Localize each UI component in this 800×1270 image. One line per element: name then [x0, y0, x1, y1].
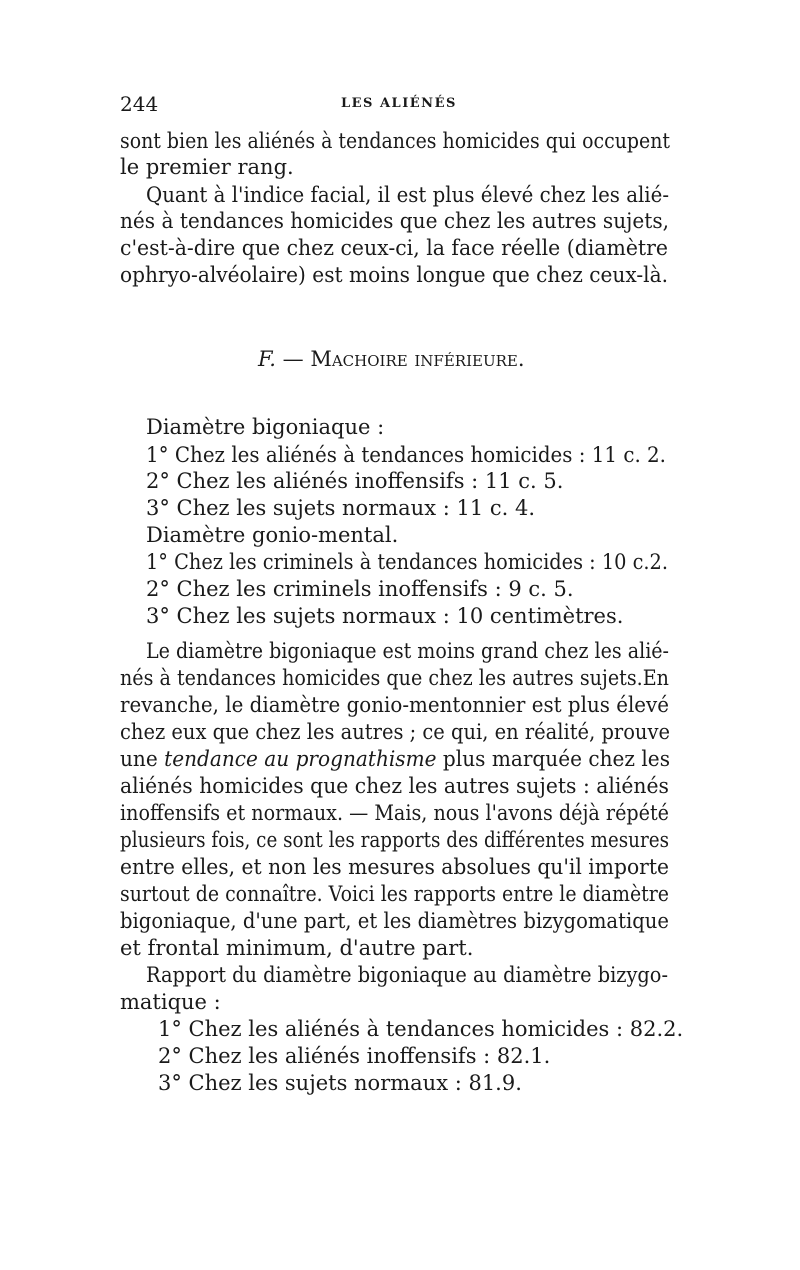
text-line: inoffensifs et normaux. — Mais, nous l'avons déjà répété: [120, 801, 669, 825]
text-line: entre elles, et non les mesures absolues qu'il importe: [120, 855, 669, 879]
list-line: 1° Chez les aliénés à tendances homicides : 11 c. 2.: [146, 443, 666, 467]
italic-phrase: tendance au prognathisme: [164, 747, 437, 771]
text-line: 1° Chez les aliénés à tendances homicides : 82.2.: [158, 1017, 684, 1041]
text-fragment: plus marquée chez les: [436, 747, 670, 771]
text-line: aliénés homicides que chez les autres sujets : aliénés: [120, 774, 669, 798]
text-line: revanche, le diamètre gonio-mentonnier est plus élevé: [120, 693, 669, 717]
text-fragment: une: [120, 747, 165, 771]
list-line: Diamètre bigoniaque :: [146, 415, 385, 439]
text-line: Le diamètre bigoniaque est moins grand chez les alié-: [146, 639, 669, 663]
text-line: plusieurs fois, ce sont les rapports des différentes mesures: [120, 828, 669, 852]
text-line: matique :: [120, 990, 221, 1014]
text-line: nés à tendances homicides que chez les autres sujets,: [120, 209, 669, 233]
text-line: le premier rang.: [120, 155, 294, 179]
list-line: 3° Chez les sujets normaux : 11 c. 4.: [146, 496, 536, 520]
text-line: sont bien les aliénés à tendances homicides qui occupent: [120, 129, 670, 153]
section-letter: F.: [258, 347, 276, 371]
running-title: LES ALIÉNÉS: [341, 96, 457, 111]
list-line: 1° Chez les criminels à tendances homicides : 10 c.2.: [146, 550, 668, 574]
text-line: chez eux que chez les autres ; ce qui, en réalité, prouve: [120, 720, 670, 744]
text-line: [120, 746, 670, 772]
section-title-text: Machoire inférieure.: [310, 347, 525, 371]
section-heading: [258, 347, 525, 371]
list-line: Diamètre gonio-mental.: [146, 523, 399, 547]
list-line: 2° Chez les aliénés inoffensifs : 11 c. 5.: [146, 469, 564, 493]
text-line: bigoniaque, d'une part, et les diamètres bizygomatique: [120, 909, 669, 933]
list-line: 3° Chez les sujets normaux : 10 centimètres.: [146, 604, 624, 628]
text-line: 2° Chez les aliénés inoffensifs : 82.1.: [158, 1044, 551, 1068]
text-line: Quant à l'indice facial, il est plus élevé chez les alié-: [146, 183, 669, 207]
text-line: et frontal minimum, d'autre part.: [120, 936, 474, 960]
text-line: c'est-à-dire que chez ceux-ci, la face réelle (diamètre: [120, 236, 668, 260]
page-number: 244: [120, 92, 159, 116]
text-line: nés à tendances homicides que chez les autres sujets.En: [120, 666, 669, 690]
text-line: surtout de connaître. Voici les rapports entre le diamètre: [120, 882, 669, 906]
text-line: ophryo-alvéolaire) est moins longue que chez ceux-là.: [120, 263, 668, 287]
text-line: 3° Chez les sujets normaux : 81.9.: [158, 1071, 522, 1095]
text-line: Rapport du diamètre bigoniaque au diamètre bizygo-: [146, 963, 668, 987]
section-dash: —: [275, 347, 311, 371]
list-line: 2° Chez les criminels inoffensifs : 9 c. 5.: [146, 577, 574, 601]
